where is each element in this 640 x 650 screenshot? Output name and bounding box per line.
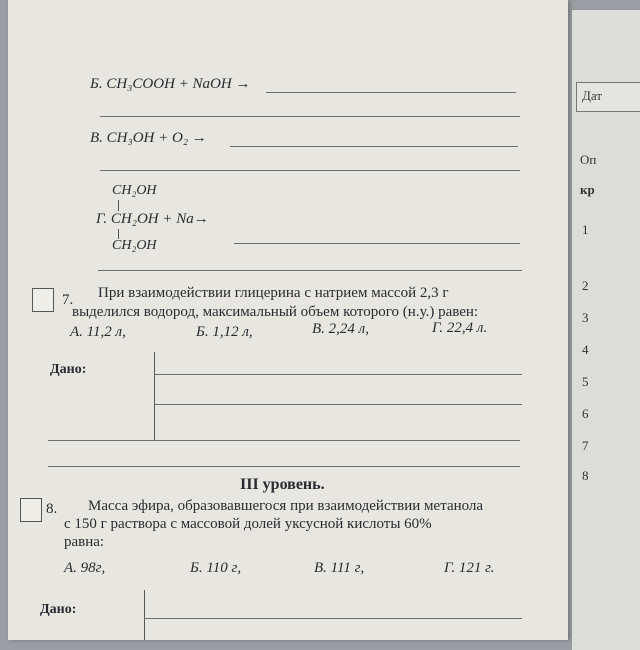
reaction-g-bot: CH₂OH bbox=[112, 238, 157, 253]
reaction-g-top: CH₂OH bbox=[112, 183, 157, 198]
option-v: В. 2,24 л, bbox=[312, 321, 369, 337]
right-number: 3 bbox=[582, 310, 589, 325]
reaction-v: В. CH₃OH + O₂ → bbox=[90, 130, 207, 146]
answer-line bbox=[154, 374, 522, 375]
right-number: 6 bbox=[582, 406, 589, 421]
reaction-g-mid: Г. CH₂OH + Na→ bbox=[96, 211, 209, 227]
answer-line bbox=[154, 404, 522, 405]
option-g: Г. 22,4 л. bbox=[432, 320, 488, 336]
answer-line bbox=[266, 92, 516, 93]
right-number: 7 bbox=[582, 438, 589, 453]
answer-line bbox=[234, 243, 520, 244]
option-b: Б. 110 г, bbox=[190, 560, 242, 576]
right-number: 5 bbox=[582, 374, 589, 389]
question-7-number: 7. bbox=[62, 292, 74, 308]
right-line-b: кр bbox=[580, 182, 595, 197]
right-number: 1 bbox=[582, 222, 589, 237]
option-a: А. 11,2 л, bbox=[70, 324, 126, 340]
workbook-page bbox=[8, 0, 568, 640]
given-label: Дано: bbox=[40, 602, 77, 617]
right-line-a: Оп bbox=[580, 152, 597, 167]
level-heading: III уровень. bbox=[240, 476, 325, 493]
given-divider bbox=[144, 590, 145, 640]
answer-line bbox=[48, 466, 520, 467]
option-a: А. 98г, bbox=[64, 560, 106, 576]
right-number: 2 bbox=[582, 278, 589, 293]
right-number: 8 bbox=[582, 468, 589, 483]
answer-checkbox[interactable] bbox=[20, 498, 42, 522]
answer-line bbox=[48, 440, 520, 441]
question-8-line1: Масса эфира, образовавшегося при взаимодействии метанола bbox=[88, 498, 484, 514]
answer-line bbox=[230, 146, 518, 147]
answer-line bbox=[144, 618, 522, 619]
date-header: Дат bbox=[582, 88, 602, 103]
option-g: Г. 121 г. bbox=[444, 560, 495, 576]
question-7-line1: При взаимодействии глицерина с натрием массой 2,3 г bbox=[98, 285, 449, 301]
answer-line bbox=[100, 170, 520, 171]
answer-line bbox=[98, 270, 522, 271]
adjacent-page bbox=[572, 10, 640, 650]
question-8-line3: равна: bbox=[64, 534, 105, 550]
given-label: Дано: bbox=[50, 362, 87, 377]
question-8-line2: с 150 г раствора с массовой долей уксусной кислоты 60% bbox=[64, 516, 432, 532]
answer-line bbox=[100, 116, 520, 117]
option-b: Б. 1,12 л, bbox=[196, 324, 253, 340]
reaction-b: Б. CH₃COOH + NaOH → bbox=[90, 76, 251, 92]
question-8-number: 8. bbox=[46, 501, 58, 517]
bond-line bbox=[118, 200, 119, 211]
option-v: В. 111 г, bbox=[314, 560, 365, 576]
question-7-line2: выделился водород, максимальный объем которого (н.у.) равен: bbox=[72, 304, 479, 320]
right-number: 4 bbox=[582, 342, 589, 357]
answer-checkbox[interactable] bbox=[32, 288, 54, 312]
given-divider bbox=[154, 352, 155, 440]
